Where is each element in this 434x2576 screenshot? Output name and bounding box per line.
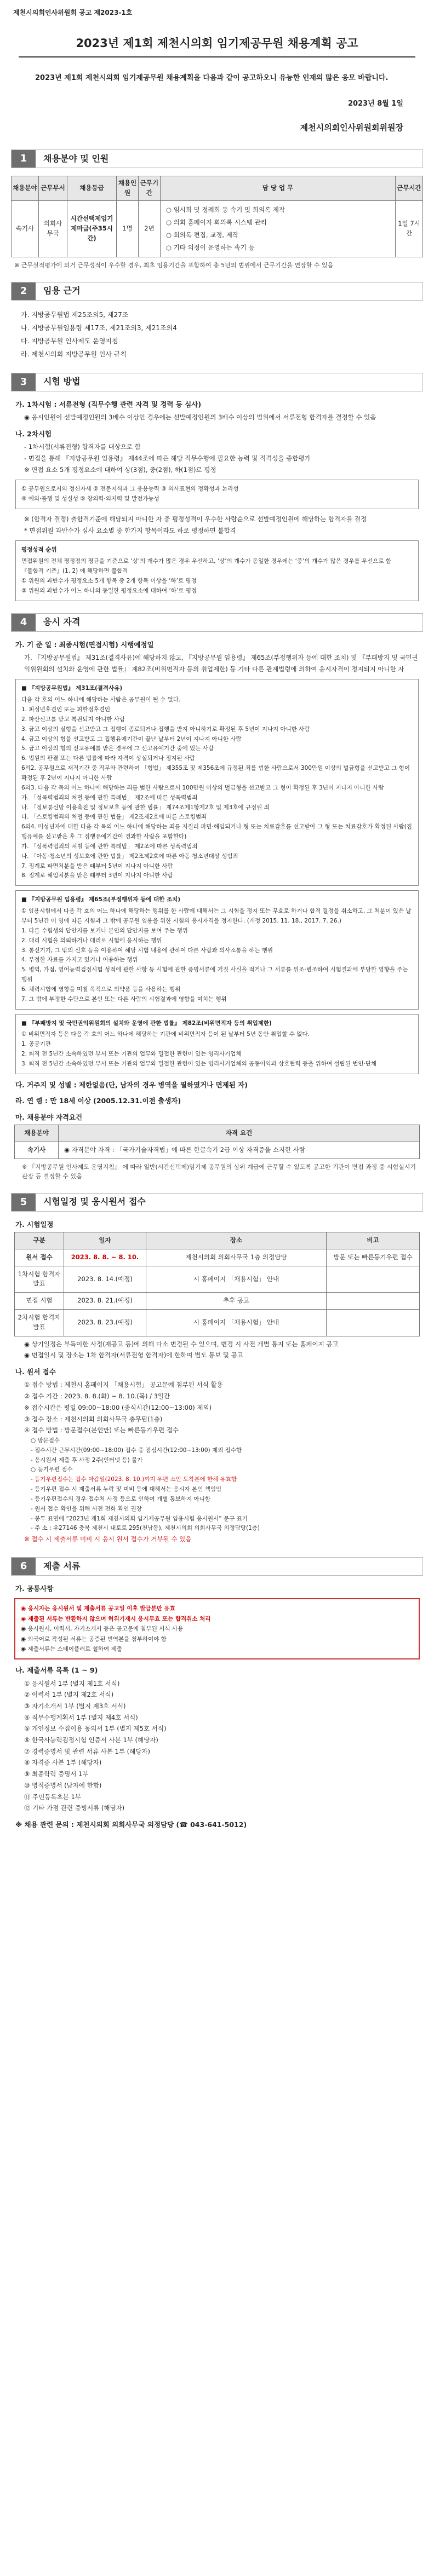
- list-item: 가. 지방공무원법 제25조의5, 제27조: [21, 310, 129, 319]
- page-title: 2023년 제1회 제천시의회 임기제공무원 채용계획 공고: [19, 34, 415, 58]
- law-line: 4. 부정한 자료를 가지고 있거나 이용하는 행위: [21, 956, 138, 964]
- residence-gender: 다. 거주지 및 성별 : 제한없음(단, 남자의 경우 병역을 필하였거나 면제된 자): [15, 1080, 248, 1089]
- law-line: ① 비위면직자 등은 다음 각 호의 어느 하나에 해당하는 기관에 비위면직자 등이 된 날부터 5년 동안 취업할 수 없다.: [21, 1031, 310, 1038]
- table-cell: 2023. 8. 23.(예정): [64, 1310, 146, 1336]
- period-cell: 2년: [139, 200, 161, 257]
- grade-rule-box: [15, 540, 419, 601]
- document-item: ③ 자기소개서 1부 (별지 제3호 서식): [24, 1702, 126, 1710]
- document-item: ② 이력서 1부 (별지 제2호 서식): [24, 1691, 114, 1699]
- common-requirements-box: [14, 1598, 420, 1659]
- pass-rule: ※ (합격자 결정) 출합격기준에 해당되지 아니한 자 중 평정성적이 우수한 사람순으로 선발예정인원에 해당하는 합격자를 결정: [24, 515, 367, 523]
- list-item: ◉ 응시자는 응시원서 및 제출서류 공고일 이후 발급분만 유효: [21, 1605, 175, 1612]
- contact-info: ※ 채용 관련 문의 : 제천시의회 의회사무국 의정담당 (☎ 043-641-5012): [15, 1820, 247, 1829]
- list-item: - 주 소 : 우27146 충북 제천시 내토로 295(천남동), 제천시의회 의회사무국 의정담당(1층): [31, 1525, 260, 1532]
- law-line: 6의2. 공무원으로 재직기간 중 직무와 관련하여 「형법」 제355조 및 제356조에 규정된 죄를 범한 사람으로서 300만원 이상의 벌금형을 선고받고 그 형이 확정된 후 2년이 지나지 아니한 사람: [21, 765, 410, 782]
- law-line: 4. 금고 이상의 형을 선고받고 그 집행유예기간이 끝난 날부터 2년이 지나지 아니한 사람: [21, 735, 242, 742]
- recruitment-table: [11, 176, 423, 257]
- list-item: ※ 면접 요소 5개 평정요소에 대하여 상(3점), 중(2점), 하(1점)로 평정: [24, 465, 216, 474]
- law-line: 2. 대리 시험을 의뢰하거나 대리로 시험에 응시하는 행위: [21, 937, 162, 944]
- section-title: 채용분야 및 인원: [43, 153, 109, 164]
- section-title: 응시 자격: [43, 616, 81, 627]
- law-box-2: [15, 890, 419, 1009]
- step1-desc: ◉ 응시인원이 선발예정인원의 3배수 이상인 경우에는 선발예정인원의 3배수 이상의 범위에서 서류전형 합격자를 결정할 수 있음: [24, 413, 376, 422]
- document-item: ⑦ 경력증명서 및 관련 서류 사본 1부 (해당자): [24, 1747, 150, 1755]
- list-item: ○ 등기우편 접수: [31, 1466, 73, 1473]
- list-item: ◉ 응시원서, 이력서, 자기소개서 등은 공고문에 첨부된 서식 사용: [21, 1626, 184, 1633]
- grade-rule-desc: 면접위원의 전체 평정점의 평균을 기준으로 ‘상’의 개수가 많은 경우 우선하고, ‘상’의 개수가 동일한 경우에는 ‘중’의 개수가 많은 경우를 우선으로 함: [21, 558, 392, 565]
- list-item: ④ 접수 방법 : 방문접수(본인만) 또는 빠른등기우편 접수: [24, 1426, 179, 1434]
- law-line: 6. 체력시험에 영향을 미칠 목적으로 의약품 등을 사용하는 행위: [21, 986, 181, 993]
- law-box-title: ■ 『부패방지 및 국민권익위원회의 설치와 운영에 관한 법률』 제82조(비위면직자 등의 취업제한): [21, 1019, 272, 1027]
- table-cell: [327, 1293, 420, 1310]
- document-item: ⑤ 개인정보 수집이용 동의서 1부 (별지 제5호 서식): [24, 1725, 167, 1733]
- law-line: 1. 다른 수험생의 답안지를 보거나 본인의 답안지를 보여 주는 행위: [21, 927, 188, 934]
- table-header: 자격 요건: [59, 1125, 420, 1142]
- section-number: 5: [12, 1194, 36, 1211]
- table-cell: 2023. 8. 21.(예정): [64, 1293, 146, 1310]
- section-title: 임용 근거: [43, 285, 81, 296]
- list-item: ④ 예의·품행 및 성실성 ⑤ 창의력·의지력 및 발전가능성: [21, 495, 159, 503]
- list-item: 다. 지방공무원 인사제도 운영지침: [21, 337, 118, 345]
- table-cell: 1차시험 합격자발표: [15, 1266, 64, 1293]
- table-row: [15, 1142, 420, 1159]
- law-line: 가. 「성폭력범죄의 처벌 등에 관한 특례법」 제2조에 따른 성폭력범죄: [21, 794, 198, 801]
- dept-cell: 의회사무국: [39, 200, 67, 257]
- field-cell: 속기사: [15, 1142, 59, 1159]
- table-header: 근무시간: [396, 176, 423, 201]
- law-line: 1. 공공기관: [21, 1041, 51, 1048]
- table-cell: 원서 접수: [15, 1249, 64, 1266]
- law-box-title: ■ 『지방공무원법』 제31조(결격사유): [21, 685, 123, 692]
- count-cell: 1명: [117, 200, 139, 257]
- pass-rule-2: * 면접위원 과반수가 심사 요소별 중 한가지 항목이라도 하로 평정하면 불합격: [24, 526, 236, 534]
- legal-basis-list: [21, 308, 423, 361]
- section-number: 4: [12, 614, 36, 631]
- section-number: 1: [12, 150, 36, 168]
- qualification-a-title: 가. 기 준 일 : 최종시험(면접시험) 시행예정일: [15, 640, 154, 649]
- law-line: 6의4. 미성년자에 대한 다음 각 목의 어느 하나에 해당하는 죄를 저질러 파면·해임되거나 형 또는 치료감호를 선고받아 그 형 또는 치료감호가 확정된 사람(집행유예를 선고받은 후 그 집행유예기간이 경과한 사람을 포함한다): [21, 823, 412, 840]
- list-item: 라. 제천시의회 지방공무원 인사 규칙: [21, 350, 127, 358]
- table-cell: [327, 1266, 420, 1293]
- table-cell: 2023. 8. 8. ~ 8. 10.: [64, 1249, 146, 1266]
- section-header-1: [11, 149, 423, 168]
- law-line: 6의3. 다음 각 목의 어느 하나에 해당하는 죄를 범한 사람으로서 100만원 이상의 벌금형을 선고받고 그 형이 확정된 후 3년이 지나지 아니한 사람: [21, 784, 384, 791]
- list-item: - 1차시험(서류전형) 합격자를 대상으로 함: [24, 443, 141, 451]
- list-item: - 봉투 표면에 “2023년 제1회 제천시의회 임기제공무원 임용시험 응시원서” 문구 표기: [31, 1515, 248, 1522]
- common-title: 가. 공통사항: [15, 1584, 54, 1593]
- law-box-title: ■ 『지방공무원 임용령』 제65조(부정행위자 등에 대한 조치): [21, 896, 181, 903]
- schedule-note: ◉ 상기일정은 부득이한 사정(재공고 등)에 의해 다소 변경될 수 있으며, 변경 시 사전 개별 통지 또는 홈페이지 공고: [24, 1340, 339, 1348]
- law-box-3: [15, 1014, 419, 1074]
- section-number: 2: [12, 283, 36, 300]
- section-number: 3: [12, 373, 36, 391]
- law-line: 다음 각 호의 어느 하나에 해당하는 사람은 공무원이 될 수 없다.: [21, 696, 181, 704]
- list-item: ① 접수 방법 : 제천시 홈페이지 「채용시험」 공고문에 첨부된 서식 활용: [24, 1381, 223, 1389]
- age-requirement: 라. 연 령 : 만 18세 이상 (2005.12.31.이전 출생자): [15, 1097, 181, 1105]
- table-header: 채용등급: [67, 176, 117, 201]
- table-cell: [327, 1310, 420, 1336]
- notice-number: 제천시의회인사위원회 공고 제2023-1호: [13, 9, 133, 16]
- law-line: 2. 파산선고를 받고 복권되지 아니한 사람: [21, 716, 125, 723]
- organization-name: 제천시의회인사위원회위원장: [300, 122, 403, 132]
- law-line: 6. 법원의 판결 또는 다른 법률에 따라 자격이 상실되거나 정지된 사람: [21, 755, 196, 762]
- list-item: ③ 접수 장소 : 제천시의회 의회사무국 총무팀(1층): [24, 1415, 163, 1423]
- table-header: 채용분야: [15, 1125, 59, 1142]
- table-header-row: [12, 176, 423, 201]
- qualification-table: [14, 1125, 420, 1159]
- table-row: [15, 1310, 420, 1336]
- schedule-note: ◉ 면접일시 및 장소는 1차 합격자(서류전형 합격자)에 한하여 별도 통보 및 공고: [24, 1351, 243, 1359]
- list-item: - 응시원서 제출 후 사정 2주(인터넷 등) 불가: [31, 1456, 143, 1463]
- documents-title: 나. 제출서류 목록 (1 ~ 9): [15, 1666, 98, 1675]
- document-item: ⑨ 최종학력 증명서 1부: [24, 1770, 89, 1778]
- qualification-d-title: 마. 채용분야 자격요건: [15, 1113, 83, 1121]
- table-cell: 방문 또는 빠른등기우편 접수: [327, 1249, 420, 1266]
- list-item: - 등기우편접수는 접수 마감일(2023. 8. 10.)까지 우편 소인 도착분에 한해 유효함: [31, 1476, 237, 1483]
- section-title: 시험일정 및 응시원서 접수: [43, 1196, 146, 1207]
- table-header: 근무기간: [139, 176, 161, 201]
- law-line: 3. 퇴직 전 5년간 소속하였던 부서 또는 기관의 업무와 밀접한 관련이 있는 영리사기업체의 공동이익과 상호협력 등을 위하여 설립된 법인·단체: [21, 1060, 377, 1067]
- law-line: 가. 「성폭력범죄의 처벌 등에 관한 특례법」 제2조에 따른 성폭력범죄: [21, 843, 198, 850]
- duty-item: ○ 회의록 편집, 교정, 제작: [166, 230, 238, 239]
- law-line: 5. 금고 이상의 형의 선고유예를 받은 경우에 그 선고유예기간 중에 있는 사람: [21, 745, 214, 752]
- table-header: 구분: [15, 1232, 64, 1249]
- list-item: 『불합격 기준』(1, 2) 에 해당하면 불합격: [21, 568, 128, 575]
- table-cell: 2차시험 합격자발표: [15, 1310, 64, 1336]
- law-line: 2. 퇴직 전 5년간 소속하였던 부서 또는 기관의 업무와 밀접한 관련이 있는 영리사기업체: [21, 1051, 242, 1058]
- list-item: ○ 방문접수: [31, 1437, 60, 1444]
- law-line: 나. 「정보통신망 이용촉진 및 정보보호 등에 관한 법률」 제74조제1항제2호 및 제3호에 규정된 죄: [21, 804, 270, 811]
- section-title: 시험 방법: [43, 376, 81, 387]
- duties-cell: [161, 200, 396, 257]
- law-box-1: [15, 679, 419, 886]
- table-header: 채용분야: [12, 176, 39, 201]
- section-number: 6: [12, 1558, 36, 1575]
- table-header: 장소: [146, 1232, 327, 1249]
- notice-date: 2023년 8월 1일: [348, 99, 403, 108]
- list-item: - 등기우편 접수 시 제출서류 누락 및 미비 등에 대해서는 응시자 본인 책임임: [31, 1486, 222, 1493]
- table-note: ※ 근무실적평가에 의거 근무성적이 우수할 경우, 최초 임용기간을 포함하여 총 5년의 범위에서 근무기간을 연장할 수 있음: [14, 261, 334, 269]
- field-cell: 속기사: [12, 200, 39, 257]
- law-line: 8. 징계로 해임처분을 받은 때부터 3년이 지나지 아니한 사람: [21, 872, 173, 879]
- list-item: ◉ 제출된 서류는 반환하지 않으며 허위기재시 응시무효 또는 합격취소 처리: [21, 1615, 211, 1622]
- law-line: 나. 「아동·청소년의 성보호에 관한 법률」 제2조제2호에 따른 아동·청소년대상 성범죄: [21, 852, 238, 860]
- duty-item: ○ 기타 의정이 운영하는 속기 등: [166, 243, 255, 251]
- law-line: 3. 통신기기, 그 밖의 신호 등을 이용하여 해당 시험 내용에 관하여 다른 사람과 의사소통을 하는 행위: [21, 947, 273, 954]
- schedule-title: 가. 시험일정: [15, 1220, 54, 1229]
- law-line: 7. 징계로 파면처분을 받은 때부터 5년이 지나지 아니한 사람: [21, 862, 173, 869]
- table-row: [15, 1249, 420, 1266]
- duty-item: ○ 임시회 및 정례회 등 속기 및 회의록 제작: [166, 205, 285, 214]
- table-row: [12, 200, 423, 257]
- table-header: 비고: [327, 1232, 420, 1249]
- document-item: ⑪ 주민등록초본 1부: [24, 1793, 81, 1801]
- document-item: ⑩ 병적증명서 (남자에 한함): [24, 1781, 102, 1789]
- document-item: ④ 직무수행계획서 1부 (별지 제4호 서식): [24, 1713, 138, 1721]
- list-item: - 면접을 통해 『지방공무원 임용령』 제44조에 따른 해당 직무수행에 필요한 능력 및 적격성을 종합평가: [24, 454, 311, 463]
- law-line: 3. 금고 이상의 실형을 선고받고 그 집행이 종료되거나 집행을 받지 아니하기로 확정된 후 5년이 지나지 아니한 사람: [21, 725, 310, 733]
- section-header-4: [11, 613, 423, 632]
- document-item: ⑫ 기타 가점 관련 증빙서류 (해당자): [24, 1804, 125, 1812]
- table-cell: 시 홈페이지 「채용시험」 안내: [146, 1310, 327, 1336]
- list-item: ◉ 외국어로 작성된 서류는 공증된 번역본을 첨부하여야 함: [21, 1635, 167, 1643]
- list-item: ① 위원의 과반수가 평정요소 5개 항목 중 2개 항목 이상을 ‘하’로 평정: [21, 577, 197, 584]
- step2-title: 나. 2차시험: [15, 429, 52, 438]
- table-header: 일자: [64, 1232, 146, 1249]
- section-header-2: [11, 282, 423, 301]
- qualification-note: ※ 『지방공무원 인사제도 운영지침』 에 따라 일반(시간선택제)임기제 공무원의 상위 계급에 근무할 수 있도록 공고한 기관이 면접 과정 중 시험실시기관장 등 결정할 수 있음: [22, 1163, 416, 1180]
- interview-elements-box: [15, 480, 419, 509]
- table-cell: 제천시의회 의회사무국 1층 의정담당: [146, 1249, 327, 1266]
- table-header: 담 당 업 무: [161, 176, 396, 201]
- document-item: ⑧ 자격증 사본 1부 (해당자): [24, 1759, 102, 1767]
- table-row: [15, 1266, 420, 1293]
- law-line: 5. 병역, 가점, 영어능력검정시험 성적에 관한 사항 등 시험에 관한 증명서류에 거짓 사실을 적거나 그 서류를 위조·변조하여 시험결과에 부당한 영향을 주는 행위: [21, 966, 408, 983]
- law-line: 7. 그 밖에 부정한 수단으로 본인 또는 다른 사람의 시험결과에 영향을 미치는 행위: [21, 995, 227, 1002]
- duty-item: ○ 의회 홈페이지 회의록 시스템 관리: [166, 218, 267, 226]
- table-header-row: [15, 1232, 420, 1249]
- list-item: 나. 지방공무원임용령 제17조, 제21조의3, 제21조의4: [21, 324, 177, 332]
- table-header: 근무부서: [39, 176, 67, 201]
- list-item: ② 위원의 과반수가 어느 하나의 동일한 평정요소에 대하여 ‘하’로 평정: [21, 587, 197, 594]
- grade-cell: 시간선택제임기제마급(주35시간): [67, 200, 117, 257]
- list-item: ◉ 제출서류는 스테이플러로 철하여 제출: [21, 1645, 122, 1652]
- section-header-3: [11, 373, 423, 391]
- list-item: - 원서 접수 확인을 위해 사전 전화 확인 권장: [31, 1505, 142, 1512]
- grade-rule-title: 평정성적 순위: [21, 546, 57, 554]
- list-item: - 접수시간 근무시간(09:00~18:00) 접수 중 점심시간(12:00~13:00) 제외 접수함: [31, 1447, 242, 1454]
- application-warning: ※ 접수 시 제출서류 미비 시 응시 원서 접수가 거부될 수 있음: [24, 1535, 192, 1543]
- list-item: - 등기우편접수의 경우 접수처 사정 등으로 인하여 개별 통보하지 아니함: [31, 1495, 210, 1502]
- table-header-row: [15, 1125, 420, 1142]
- step1-title: 가. 1차시험 : 서류전형 (직무수행 관련 자격 및 경력 등 심사): [15, 400, 202, 408]
- table-cell: 면접 시험: [15, 1293, 64, 1310]
- application-sub-list: [31, 1436, 423, 1534]
- list-item: ① 공무원으로서의 정신자세 ② 전문지식과 그 응용능력 ③ 의사표현의 정확성과 논리성: [21, 486, 239, 493]
- hours-cell: 1일 7시간: [396, 200, 423, 257]
- law-line: ① 임용시험에서 다음 각 호의 어느 하나에 해당하는 행위를 한 사람에 대해서는 그 시험을 정지 또는 무효로 하거나 합격 결정을 취소하고, 그 처분이 있은 날부터 5년간 이 영에 따른 시험과 그 밖에 공무원 임용을 위한 시험의 응시자격을 정지한다. (개정 2015. 11. 18., 2017. 7. 26.): [21, 908, 412, 924]
- law-line: 다. 「스토킹범죄의 처벌 등에 관한 법률」 제2조제2호에 따른 스토킹범죄: [21, 814, 207, 821]
- table-header: 채용인원: [117, 176, 139, 201]
- intro-text: 2023년 제1회 제천시의회 임기제공무원 채용계획을 다음과 같이 공고하오니 유능한 인재의 많은 응모 바랍니다.: [35, 74, 389, 83]
- list-item: ② 접수 기간 : 2023. 8. 8.(화) ~ 8. 10.(목) / 3일간: [24, 1392, 170, 1401]
- document-item: ① 응시원서 1부 (별지 제1호 서식): [24, 1679, 120, 1687]
- schedule-table: [14, 1232, 420, 1336]
- application-title: 나. 원서 접수: [15, 1368, 56, 1376]
- law-line: 1. 피성년후견인 또는 피한정후견인: [21, 706, 111, 713]
- section-header-6: [11, 1557, 423, 1576]
- table-row: [15, 1293, 420, 1310]
- table-cell: 시 홈페이지 「채용시험」 안내: [146, 1266, 327, 1293]
- requirement-cell: ◉ 자격분야 자격 : 「국가기술자격법」에 따른 한글속기 2급 이상 자격증을 소지한 사람: [59, 1142, 420, 1159]
- table-cell: 2023. 8. 14.(예정): [64, 1266, 146, 1293]
- section-title: 제출 서류: [43, 1560, 81, 1571]
- list-item: ※ 접수시간은 평일 09:00~18:00 (중식시간(12:00~13:00) 제외): [24, 1403, 212, 1411]
- section-header-5: [11, 1193, 423, 1212]
- document-item: ⑥ 한국사능력검정시험 인증서 사본 1부 (해당자): [24, 1736, 158, 1744]
- table-cell: 추후 공고: [146, 1293, 327, 1310]
- qualification-a-desc: 가. 『지방공무원법』 제31조(결격사유)에 해당하지 않고, 『지방공무원 임용령』 제65조(부정행위자 등에 대한 조치) 및 『부패방지 및 국민권익위원회의 설치와 운영에 관한 법률』 제82조(비위면직자 등의 취업제한) 등 기타 다른 관계법령에 의하여 응시자격이 정지되지 아니한 자: [24, 654, 418, 673]
